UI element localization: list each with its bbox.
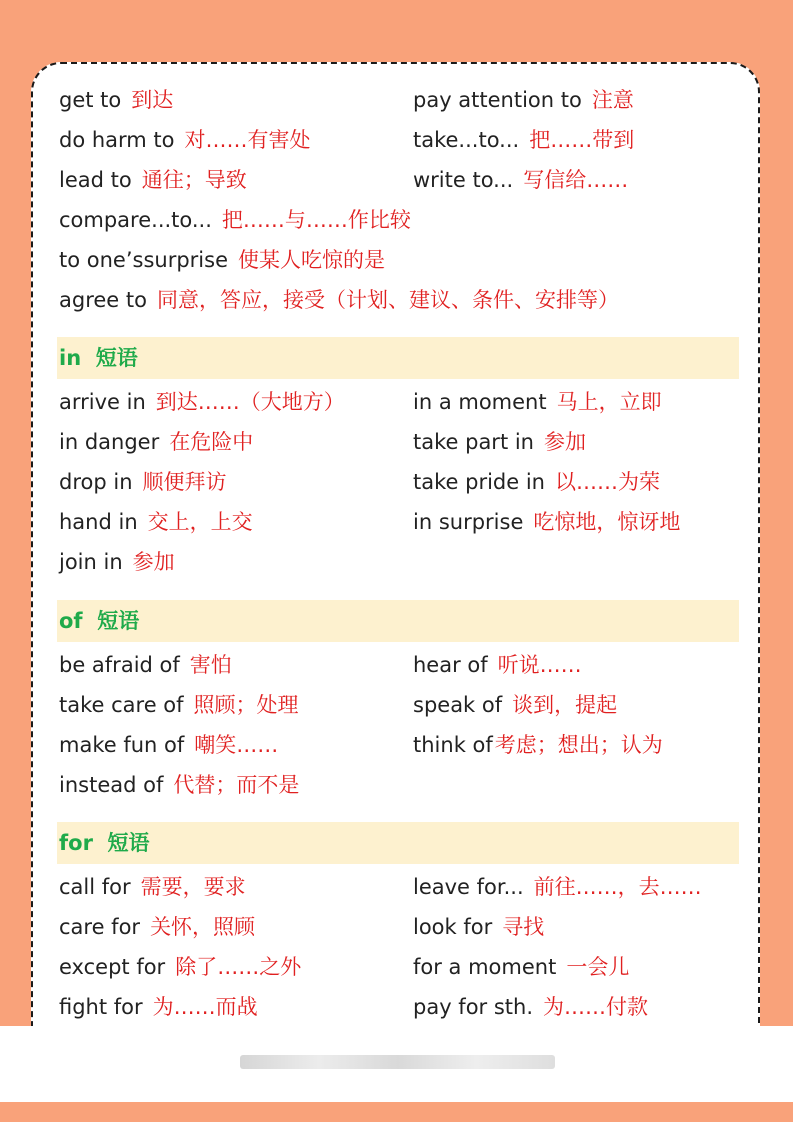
- vocabulary-card: [31, 62, 760, 1062]
- phrase-zh: 寻找: [502, 915, 545, 939]
- phrase-en: in surprise: [413, 510, 524, 534]
- phrase-row: [57, 542, 739, 582]
- phrase-right: [413, 382, 662, 422]
- section-heading-of: [57, 600, 739, 642]
- phrase-zh: 听说……: [497, 653, 582, 677]
- phrase-row: [57, 240, 739, 280]
- phrase-en: pay attention to: [413, 88, 582, 112]
- phrase-right: [413, 947, 629, 987]
- phrase-en: leave for...: [413, 875, 524, 899]
- phrase-row: [57, 382, 739, 422]
- phrase-en: join in: [59, 550, 123, 574]
- phrase-row: [57, 280, 739, 320]
- phrase-zh: 害怕: [189, 653, 232, 677]
- phrase-left: [59, 200, 411, 240]
- phrase-right: [413, 80, 634, 120]
- phrase-zh: 在危险中: [169, 430, 254, 454]
- phrase-right: [413, 462, 660, 502]
- phrase-zh: 关怀，照顾: [150, 915, 256, 939]
- phrase-en: pay for sth.: [413, 995, 534, 1019]
- phrase-en: take pride in: [413, 470, 545, 494]
- phrase-zh: 把……与……作比较: [221, 208, 411, 232]
- phrase-zh: 照顾；处理: [193, 693, 299, 717]
- phrase-left: [59, 907, 255, 947]
- phrase-row: [57, 120, 739, 160]
- phrase-row: [57, 867, 739, 907]
- phrase-en: in a moment: [413, 390, 547, 414]
- phrase-zh: 注意: [591, 88, 634, 112]
- phrase-zh: 嘲笑……: [194, 733, 279, 757]
- phrase-right: [413, 120, 634, 160]
- phrase-en: compare...to...: [59, 208, 212, 232]
- phrase-zh: 需要，要求: [140, 875, 246, 899]
- phrase-left: [59, 645, 232, 685]
- phrase-zh: 到达: [131, 88, 174, 112]
- heading-zh: 短语: [97, 609, 140, 633]
- heading-en: for: [59, 831, 93, 855]
- phrase-right: [413, 160, 628, 200]
- phrase-left: [59, 280, 619, 320]
- phrase-right: [413, 987, 648, 1027]
- phrase-zh: 以……为荣: [554, 470, 660, 494]
- phrase-row: [57, 462, 739, 502]
- phrase-row: [57, 160, 739, 200]
- phrase-en: drop in: [59, 470, 133, 494]
- watermark-strip: [0, 1026, 793, 1102]
- phrase-zh: 到达……（大地方）: [155, 390, 345, 414]
- phrase-en: call for: [59, 875, 131, 899]
- phrase-zh: 顺便拜访: [142, 470, 227, 494]
- phrase-zh: 马上，立即: [556, 390, 662, 414]
- phrase-left: [59, 542, 175, 582]
- phrase-zh: 前往……，去……: [533, 875, 702, 899]
- phrase-left: [59, 382, 345, 422]
- phrase-zh: 参加: [544, 430, 586, 454]
- phrase-zh: 对……有害处: [184, 128, 311, 152]
- phrase-row: [57, 947, 739, 987]
- phrase-en: speak of: [413, 693, 503, 717]
- phrase-zh: 一会儿: [566, 955, 630, 979]
- phrase-right: [413, 867, 702, 907]
- blurred-watermark: [240, 1055, 555, 1069]
- section-heading-for: [57, 822, 739, 864]
- phrase-right: [413, 502, 680, 542]
- phrase-en: agree to: [59, 288, 147, 312]
- section-heading-label: [59, 600, 139, 642]
- phrase-en: hand in: [59, 510, 138, 534]
- phrase-en: take part in: [413, 430, 534, 454]
- phrase-right: [413, 645, 582, 685]
- phrase-en: get to: [59, 88, 122, 112]
- phrase-en: lead to: [59, 168, 132, 192]
- phrase-row: [57, 645, 739, 685]
- phrase-zh: 谈到，提起: [512, 693, 618, 717]
- heading-zh: 短语: [95, 346, 138, 370]
- phrase-en: in danger: [59, 430, 160, 454]
- phrase-en: do harm to: [59, 128, 175, 152]
- phrase-zh: 交上，上交: [147, 510, 253, 534]
- phrase-en: make fun of: [59, 733, 185, 757]
- phrase-en: care for: [59, 915, 141, 939]
- heading-en: in: [59, 346, 82, 370]
- phrase-row: [57, 765, 739, 805]
- phrase-zh: 考虑；想出；认为: [494, 733, 663, 757]
- phrase-row: [57, 502, 739, 542]
- phrase-left: [59, 502, 253, 542]
- phrase-row: [57, 987, 739, 1027]
- phrase-en: arrive in: [59, 390, 146, 414]
- phrase-zh: 通往；导致: [141, 168, 247, 192]
- phrase-en: to one’ssurprise: [59, 248, 228, 272]
- phrase-row: [57, 907, 739, 947]
- phrase-zh: 写信给……: [523, 168, 629, 192]
- phrase-left: [59, 765, 299, 805]
- section-heading-label: [59, 337, 138, 379]
- phrase-en: instead of: [59, 773, 164, 797]
- phrase-left: [59, 947, 301, 987]
- phrase-row: [57, 725, 739, 765]
- phrase-en: for a moment: [413, 955, 557, 979]
- phrase-en: be afraid of: [59, 653, 180, 677]
- phrase-left: [59, 867, 246, 907]
- phrase-row: [57, 80, 739, 120]
- phrase-zh: 为……而战: [152, 995, 258, 1019]
- phrase-en: think of: [413, 733, 493, 757]
- heading-zh: 短语: [107, 831, 150, 855]
- phrase-zh: 把……带到: [529, 128, 635, 152]
- phrase-row: [57, 422, 739, 462]
- phrase-left: [59, 160, 247, 200]
- phrase-left: [59, 80, 173, 120]
- phrase-right: [413, 685, 617, 725]
- phrase-row: [57, 685, 739, 725]
- phrase-left: [59, 685, 299, 725]
- phrase-zh: 代替；而不是: [173, 773, 300, 797]
- phrase-right: [413, 907, 544, 947]
- phrase-right: [413, 725, 663, 765]
- phrase-en: write to...: [413, 168, 514, 192]
- phrase-zh: 吃惊地，惊讶地: [533, 510, 681, 534]
- phrase-zh: 使某人吃惊的是: [238, 248, 385, 272]
- section-heading-in: [57, 337, 739, 379]
- phrase-en: take care of: [59, 693, 184, 717]
- phrase-left: [59, 987, 258, 1027]
- phrase-left: [59, 240, 385, 280]
- phrase-left: [59, 462, 227, 502]
- phrase-left: [59, 422, 253, 462]
- phrase-en: fight for: [59, 995, 143, 1019]
- heading-en: of: [59, 609, 83, 633]
- phrase-left: [59, 120, 311, 160]
- phrase-en: look for: [413, 915, 493, 939]
- phrase-left: [59, 725, 278, 765]
- phrase-right: [413, 422, 586, 462]
- section-heading-label: [59, 822, 150, 864]
- phrase-row: [57, 200, 739, 240]
- phrase-zh: 除了……之外: [175, 955, 302, 979]
- phrase-en: take...to...: [413, 128, 520, 152]
- phrase-zh: 参加: [132, 550, 175, 574]
- phrase-zh: 为……付款: [543, 995, 649, 1019]
- phrase-en: hear of: [413, 653, 488, 677]
- phrase-en: except for: [59, 955, 166, 979]
- phrase-zh: 同意，答应，接受（计划、建议、条件、安排等）: [156, 288, 619, 312]
